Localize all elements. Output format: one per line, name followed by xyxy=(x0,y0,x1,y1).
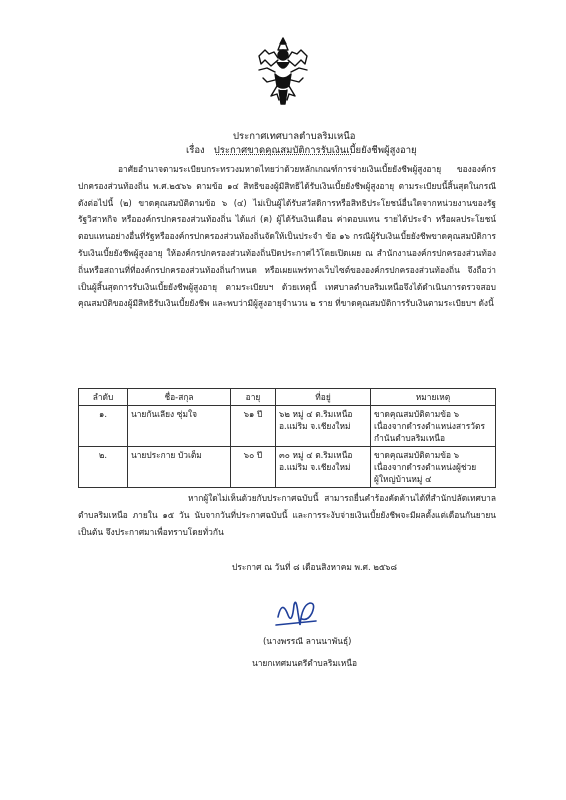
subject-line xyxy=(186,144,417,157)
subject-label: เรื่อง xyxy=(186,145,205,156)
col-no-header: ลำดับ xyxy=(79,389,128,406)
closing-paragraph xyxy=(78,490,496,540)
row-age: ๖๑ ปี xyxy=(231,406,276,447)
col-note-header: หมายเหตุ xyxy=(371,389,496,406)
handwritten-signature xyxy=(272,595,322,635)
row-name: นายประกาย บัวเต็ม xyxy=(128,447,231,488)
table-row xyxy=(79,406,496,447)
disqualified-table xyxy=(78,388,496,488)
issuer-title: ประกาศเทศบาลตำบลริมเหนือ xyxy=(233,131,356,142)
row-age: ๖๐ ปี xyxy=(231,447,276,488)
col-name-header: ชื่อ-สกุล xyxy=(128,389,231,406)
signatory-position: นายกเทศมนตรีตำบลริมเหนือ xyxy=(252,658,358,668)
signatory-name: (นางพรรณี ลานนาพันธุ์) xyxy=(263,636,352,646)
row-note: ขาดคุณสมบัติตามข้อ ๖ เนื่องจากดำรงตำแหน่งผู้ช่วยผู้ใหญ่บ้านหมู่ ๔ xyxy=(371,447,496,488)
row-note: ขาดคุณสมบัติตามข้อ ๖ เนื่องจากดำรงตำแหน่งสารวัตรกำนันตำบลริมเหนือ xyxy=(371,406,496,447)
table-row xyxy=(79,447,496,488)
row-name: นายกันเลียง ซุ่มใจ xyxy=(128,406,231,447)
col-age-header: อายุ xyxy=(231,389,276,406)
row-no: ๒. xyxy=(79,447,128,488)
closing-paragraph-text: หากผู้ใดไม่เห็นด้วยกับประกาศฉบับนี้ สามารถยื่นคำร้องคัดค้านได้ที่สำนักปลัดเทศบาลตำบลริมเหนือ ภายใน ๑๕ วัน นับจากวันที่ประกาศฉบับนี้ และการระงับจ่ายเงินเบี้ยยังชีพจะมีผลตั้งแต่เดือนกันยายน เป็นต้น จึงประกาศมาเพื่อทราบโดยทั่วกัน xyxy=(78,493,496,537)
table-header-row xyxy=(79,389,496,406)
row-address: ๖๒ หมู่ ๔ ต.ริมเหนือ อ.แม่ริม จ.เชียงใหม่ xyxy=(276,406,371,447)
col-address-header: ที่อยู่ xyxy=(276,389,371,406)
row-address: ๓๐ หมู่ ๔ ต.ริมเหนือ อ.แม่ริม จ.เชียงใหม่ xyxy=(276,447,371,488)
body-paragraph xyxy=(78,161,496,312)
header-divider xyxy=(216,154,351,155)
subject-text: ประกาศขาดคุณสมบัติการรับเงินเบี้ยยังชีพผู้สูงอายุ xyxy=(213,145,417,156)
row-no: ๑. xyxy=(79,406,128,447)
announcement-date: ประกาศ ณ วันที่ ๘ เดือนสิงหาคม พ.ศ. ๒๕๖๘ xyxy=(232,562,397,572)
garuda-emblem xyxy=(257,36,309,108)
body-paragraph-text: อาศัยอำนาจตามระเบียบกระทรวงมหาดไทยว่าด้วยหลักเกณฑ์การจ่ายเงินเบี้ยยังชีพผู้สูงอายุ ขององค์กรปกครองส่วนท้องถิ่น พ.ศ.๒๕๖๖ ตามข้อ ๑๔ สิทธิของผู้มีสิทธิได้รับเงินเบี้ยยังชีพผู้สูงอายุ ตามระเบียบนี้สิ้นสุดในกรณี ดังต่อไปนี้ (๒) ขาดคุณสมบัติตามข้อ ๖ (๔) ไม่เป็นผู้ได้รับสวัสดิการหรือสิทธิประโยชน์อื่นใดจากหน่วยงานของรัฐ รัฐวิสาหกิจ หรือองค์กรปกครองส่วนท้องถิ่น ได้แก่ (ค) ผู้ได้รับเงินเดือน ค่าตอบแทน รายได้ประจำ หรือผลประโยชน์ตอบแทนอย่างอื่นที่รัฐหรือองค์กรปกครองส่วนท้องถิ่นจัดให้เป็นประจำ ข้อ ๑๖ กรณีผู้รับเงินเบี้ยยังชีพขาดคุณสมบัติการรับเงินเบี้ยยังชีพผู้สูงอายุ ให้องค์กรปกครองส่วนท้องถิ่นปิดประกาศไว้โดยเปิดเผย ณ สำนักงานองค์กรปกครองส่วนท้องถิ่นหรือสถานที่ที่องค์กรปกครองส่วนท้องถิ่นกำหนด หรือเผยแพร่ทางเว็บไซต์ขององค์กรปกครองส่วนท้องถิ่น จึงถือว่าเป็นผู้สิ้นสุดการรับเงินเบี้ยยังชีพผู้สูงอายุ ตามระเบียบฯ ด้วยเหตุนี้ เทศบาลตำบลริมเหนือจึงได้ดำเนินการตรวจสอบคุณสมบัติของผู้มีสิทธิรับเงินเบี้ยยังชีพ และพบว่ามีผู้สูงอายุจำนวน ๒ ราย ที่ขาดคุณสมบัติการรับเงินตามระเบียบฯ ดังนี้ xyxy=(78,164,496,309)
